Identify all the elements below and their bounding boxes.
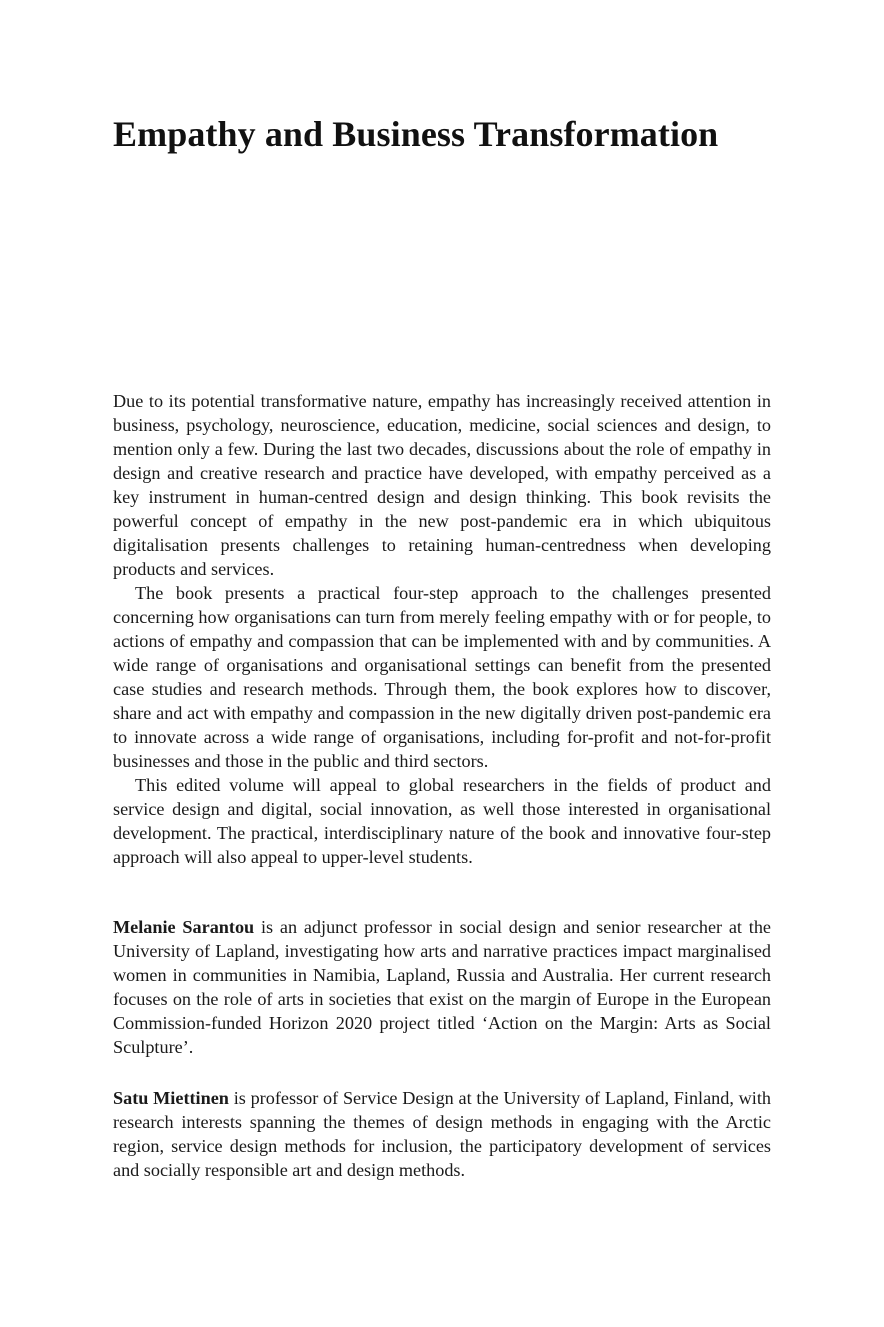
author-bio <box>113 1086 771 1182</box>
author-bio <box>113 915 771 1059</box>
author-name: Melanie Sarantou <box>113 917 255 937</box>
author-bio-text: is an adjunct professor in social design and senior researcher at the University of Lapland, investigating how arts and narrative practices impact marginalised women in communities in Namibia, Lapland, Russia and Australia. Her current research focuses on the role of arts in societies that exist on the margin of Europe in the European Commission-funded Horizon 2020 project titled ‘Action on the Margin: Arts as Social Sculpture’. <box>113 917 771 1057</box>
author-bio-text: is professor of Service Design at the University of Lapland, Finland, with research interests spanning the themes of design methods in engaging with the Arctic region, service design methods for inclusion, the participatory development of services and socially responsible art and design methods. <box>113 1088 771 1180</box>
book-title: Empathy and Business Transformation <box>113 114 719 154</box>
description-paragraph: The book presents a practical four-step approach to the challenges presented concerning how organisations can turn from merely feeling empathy with or for people, to actions of empathy and compassion that can be implemented with and by communities. A wide range of organisations and organisational settings can benefit from the presented case studies and research methods. Through them, the book explores how to discover, share and act with empathy and compassion in the new digitally driven post-pandemic era to innovate across a wide range of organisations, including for-profit and not-for-profit businesses and those in the public and third sectors. <box>113 583 771 771</box>
book-description <box>113 389 771 869</box>
description-paragraph: Due to its potential transformative nature, empathy has increasingly received attention in business, psychology, neuroscience, education, medicine, social sciences and design, to mention only a few. During the last two decades, discussions about the role of empathy in design and creative research and practice have developed, with empathy perceived as a key instrument in human-centred design and design thinking. This book revisits the powerful concept of empathy in the new post-pandemic era in which ubiquitous digitalisation presents challenges to retaining human-centredness when developing products and services. <box>113 391 771 579</box>
author-bio-paragraph <box>113 1086 771 1182</box>
author-name: Satu Miettinen <box>113 1088 229 1108</box>
author-bio-paragraph <box>113 915 771 1059</box>
description-paragraph: This edited volume will appeal to global researchers in the fields of product and service design and digital, social innovation, as well those interested in organisational development. The practical, interdisciplinary nature of the book and innovative four-step approach will also appeal to upper-level students. <box>113 775 771 867</box>
